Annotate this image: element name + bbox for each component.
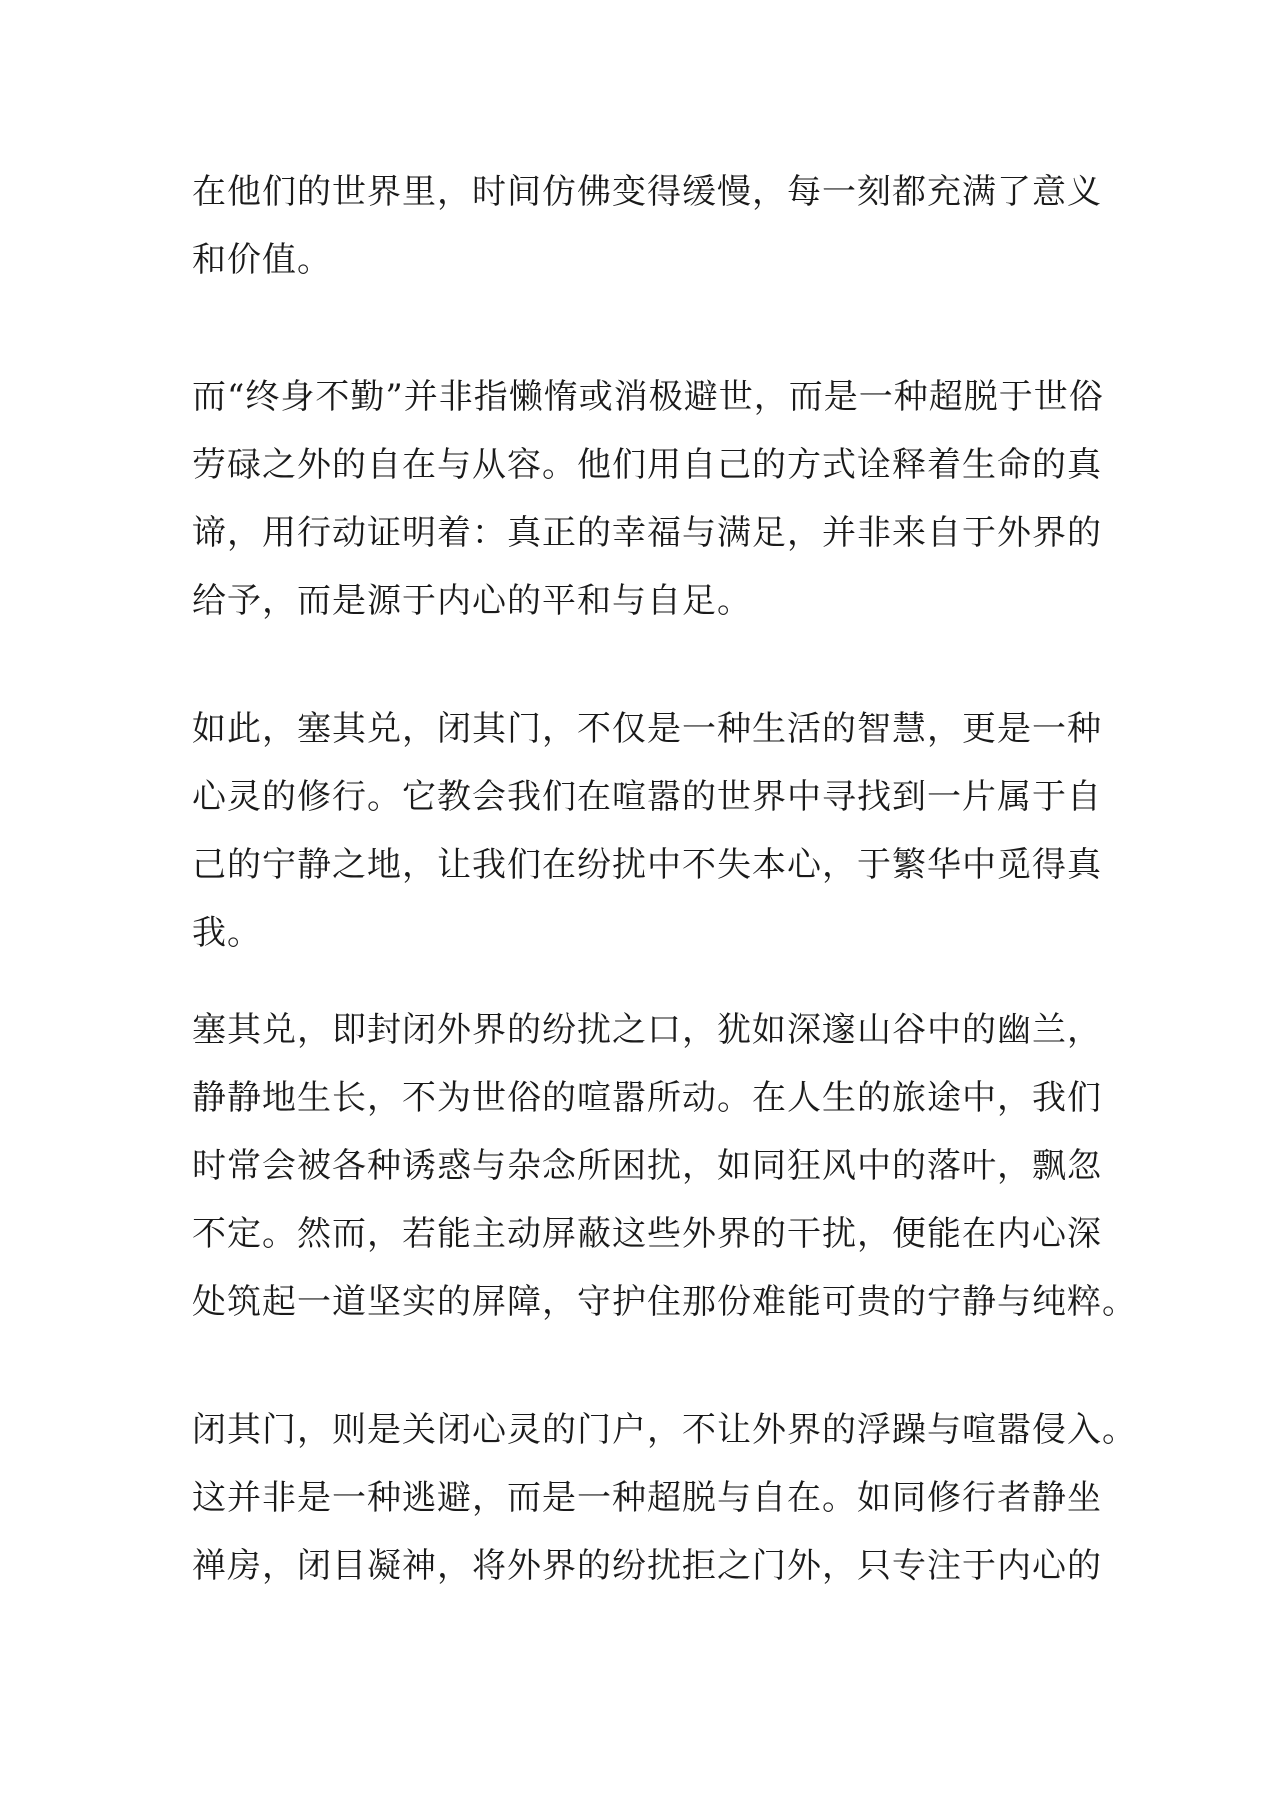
- paragraph-line: 和价值。: [192, 240, 332, 280]
- paragraph-line: 谛，用行动证明着：真正的幸福与满足，并非来自于外界的: [192, 513, 1102, 553]
- paragraph-line: 己的宁静之地，让我们在纷扰中不失本心，于繁华中觅得真: [192, 845, 1102, 885]
- paragraph-line: 这并非是一种逃避，而是一种超脱与自在。如同修行者静坐: [192, 1478, 1102, 1518]
- paragraph-line: 在他们的世界里，时间仿佛变得缓慢，每一刻都充满了意义: [192, 172, 1102, 212]
- paragraph-4: [192, 996, 1137, 1336]
- paragraph-line: 不定。然而，若能主动屏蔽这些外界的干扰，便能在内心深: [192, 1214, 1102, 1254]
- paragraph-1: [192, 158, 1102, 294]
- paragraph-3: [192, 695, 1102, 967]
- paragraph-line: 处筑起一道坚实的屏障，守护住那份难能可贵的宁静与纯粹。: [192, 1282, 1137, 1322]
- paragraph-line: 我。: [192, 913, 262, 953]
- paragraph-line: 而“终身不勤”并非指懒惰或消极避世，而是一种超脱于世俗: [192, 377, 1104, 417]
- paragraph-line: 静静地生长，不为世俗的喧嚣所动。在人生的旅途中，我们: [192, 1078, 1102, 1118]
- paragraph-line: 给予，而是源于内心的平和与自足。: [192, 581, 752, 621]
- paragraph-line: 塞其兑，即封闭外界的纷扰之口，犹如深邃山谷中的幽兰，: [192, 1010, 1102, 1050]
- paragraph-line: 时常会被各种诱惑与杂念所困扰，如同狂风中的落叶，飘忽: [192, 1146, 1102, 1186]
- paragraph-line: 劳碌之外的自在与从容。他们用自己的方式诠释着生命的真: [192, 445, 1102, 485]
- paragraph-line: 禅房，闭目凝神，将外界的纷扰拒之门外，只专注于内心的: [192, 1546, 1102, 1586]
- paragraph-line: 如此，塞其兑，闭其门，不仅是一种生活的智慧，更是一种: [192, 709, 1102, 749]
- paragraph-line: 闭其门，则是关闭心灵的门户，不让外界的浮躁与喧嚣侵入。: [192, 1410, 1137, 1450]
- paragraph-line: 心灵的修行。它教会我们在喧嚣的世界中寻找到一片属于自: [192, 777, 1102, 817]
- paragraph-5: [192, 1396, 1137, 1600]
- paragraph-2: [192, 363, 1104, 635]
